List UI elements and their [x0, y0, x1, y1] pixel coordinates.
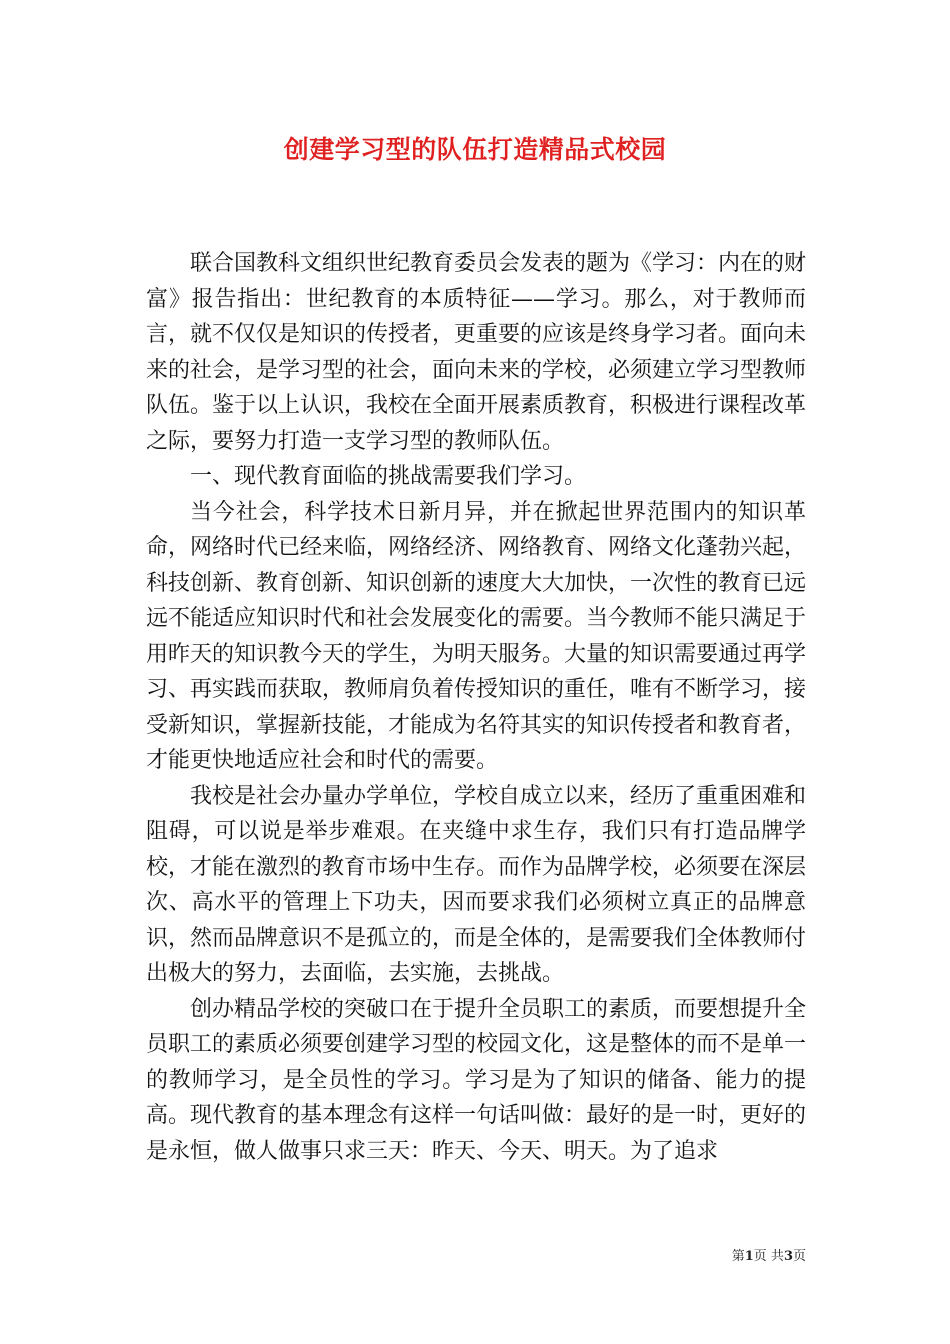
section-heading: 一、现代教育面临的挑战需要我们学习。 [190, 464, 587, 489]
document-title: 创建学习型的队伍打造精品式校园 [283, 135, 667, 164]
document-body [146, 246, 806, 1169]
paragraph: 创办精品学校的突破口在于提升全员职工的素质，而要想提升全员职工的素质必须要创建学习型的校园文化，这是整体的而不是单一的教师学习，是全员性的学习。学习是为了知识的储备、能力的提高。现代教育的基本理念有这样一句话叫做：最好的是一时，更好的是永恒，做人做事只求三天：昨天、今天、明天。为了追求 [146, 996, 807, 1164]
total-pages-number: 3 [783, 1249, 793, 1264]
page-number-footer [732, 1248, 806, 1266]
paragraph: 当今社会，科学技术日新月异，并在掀起世界范围内的知识革命，网络时代已经来临，网络经济、网络教育、网络文化蓬勃兴起，科技创新、教育创新、知识创新的速度大大加快，一次性的教育已远远不能适应知识时代和社会发展变化的需要。当今教师不能只满足于用昨天的知识教今天的学生，为明天服务。大量的知识需要通过再学习、再实践而获取，教师肩负着传授知识的重任，唯有不断学习，接受新知识，掌握新技能，才能成为名符其实的知识传授者和教育者，才能更快地适应社会和时代的需要。 [146, 499, 807, 773]
footer-prefix: 第 [731, 1249, 745, 1264]
footer-suffix: 页 [792, 1249, 806, 1264]
current-page-number: 1 [744, 1249, 754, 1264]
paragraph: 我校是社会办量办学单位，学校自成立以来，经历了重重困难和阻碍，可以说是举步难艰。在夹缝中求生存，我们只有打造品牌学校，才能在激烈的教育市场中生存。而作为品牌学校，必须要在深层次、高水平的管理上下功夫，因而要求我们必须树立真正的品牌意识，然而品牌意识不是孤立的，而是全体的，是需要我们全体教师付出极大的努力，去面临，去实施，去挑战。 [146, 783, 807, 986]
paragraph: 联合国教科文组织世纪教育委员会发表的题为《学习：内在的财富》报告指出：世纪教育的本质特征——学习。那么，对于教师而言，就不仅仅是知识的传授者，更重要的应该是终身学习者。面向未来的社会，是学习型的社会，面向未来的学校，必须建立学习型教师队伍。鉴于以上认识，我校在全面开展素质教育，积极进行课程改革之际，要努力打造一支学习型的教师队伍。 [146, 251, 807, 454]
footer-middle: 页 共 [753, 1249, 784, 1264]
